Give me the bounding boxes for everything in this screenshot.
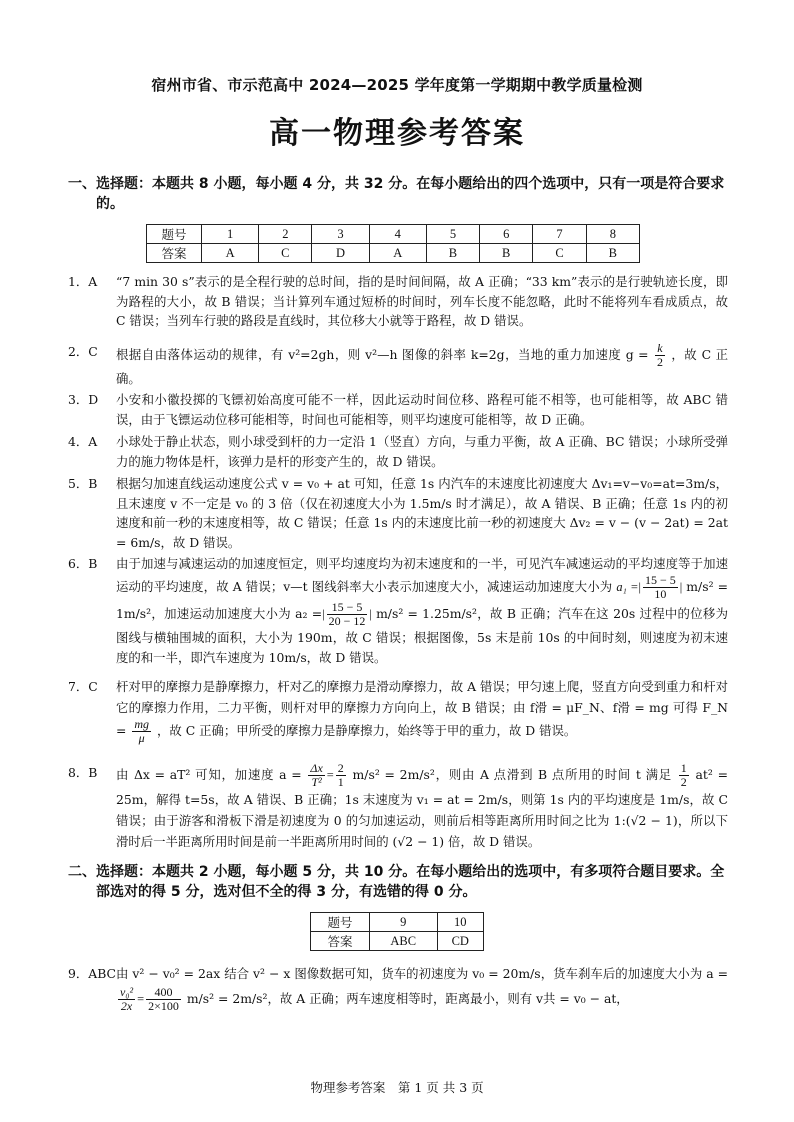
item-text: ，故 C 正确。: [116, 347, 728, 386]
fraction-numerator: 1: [680, 761, 687, 775]
answer-item-3: [68, 390, 728, 429]
section-1-text: 选择题：本题共 8 小题，每小题 4 分，共 32 分。在每小题给出的四个选项中，只有一项是符合要求的。: [96, 176, 725, 212]
item-number: 1．A: [68, 274, 98, 289]
fraction-denominator: 20 − 12: [328, 614, 366, 628]
item-number: 8．B: [68, 765, 98, 780]
answer-item-4: [68, 432, 728, 471]
table-cell: 4: [369, 225, 426, 244]
item-text: ，故 C 正确；甲所受的摩擦力是静摩擦力，始终等于甲的重力，故 D 错误。: [156, 723, 577, 738]
table-cell: B: [586, 244, 639, 263]
item-number: 3．D: [68, 392, 99, 407]
section-2-text: 选择题：本题共 2 小题，每小题 5 分，共 10 分。在每小题给出的选项中，有多项符合题目要求。全部选对的得 5 分，选对但不全的得 3 分，有选错的得 0 分。: [96, 864, 725, 900]
table-header-cell: 答案: [311, 932, 370, 951]
fraction-numerator: 400: [146, 986, 181, 1000]
item-number: 4．A: [68, 434, 98, 449]
table-cell: 9: [370, 913, 438, 932]
item-text: m/s² = 2m/s²，则由 A 点滑到 B 点所用的时间 t 满足: [352, 767, 673, 782]
table-row: [311, 913, 484, 932]
equals-sign: =: [326, 768, 334, 782]
fraction-denominator: μ: [138, 731, 145, 745]
fraction-denominator: 2×100: [148, 999, 179, 1013]
item-number: 6．B: [68, 556, 98, 571]
table-cell: 1: [202, 225, 259, 244]
fraction-numerator: 2: [337, 761, 344, 775]
answer-item-5: [68, 474, 728, 552]
fraction-numerator: k: [655, 342, 665, 356]
item-text: 由 v² − v₀² = 2ax 结合 v² − x 图像数据可知，货车的初速度为 v₀ = 20m/s，货车刹车后的加速度大小为 a =: [116, 966, 728, 981]
table-cell: 10: [437, 913, 483, 932]
fraction: [118, 986, 135, 1013]
item-explanation: 小安和小徽投掷的飞镖初始高度可能不一样，因此运动时间位移、路程可能不相等，也可能相等，故 ABC 错误，由于飞镖运动位移可能相等，时间也可能相等，则平均速度可能相等，故 D 正确。: [116, 392, 728, 427]
item-explanation: [116, 676, 728, 745]
section-2-answer-table: [310, 912, 484, 951]
fraction: [146, 986, 181, 1013]
item-number: 7．C: [68, 679, 98, 694]
table-cell: B: [480, 244, 533, 263]
fraction-denominator: 2: [680, 775, 687, 789]
answer-item-6: [68, 554, 728, 668]
table-cell: 6: [480, 225, 533, 244]
abs-bar-left: |: [638, 580, 641, 594]
fraction: [308, 762, 324, 789]
equals-sign: =: [137, 992, 145, 1006]
table-header-cell: 题号: [147, 225, 202, 244]
abs-bar-left: |: [322, 607, 325, 621]
item-explanation: 根据匀加速直线运动速度公式 v = v₀ + at 可知，任意 1s 内汽车的末速度比初速度大 Δv₁=v−v₀=at=3m/s，且末速度 v 不一定是 v₀ 的 3 倍（仅在初速度大小为 1.5m/s 时才满足），故 A 错误、B 正确；任意 1s 内的初速度和前一秒的末速度相等，故 C 错误；任意 1s 内的末速度比前一秒的初速度大 Δv₂ = v − (v − 2at) = 2at = 6m/s，故 D 错误。: [116, 476, 728, 550]
fraction: [679, 762, 689, 789]
answer-item-9: [68, 962, 728, 1013]
item-explanation: [116, 962, 728, 1013]
table-cell: 8: [586, 225, 639, 244]
table-cell: A: [202, 244, 259, 263]
fraction-numerator: Δx: [310, 761, 323, 775]
fraction: [336, 762, 346, 789]
answer-item-8: [68, 762, 728, 852]
page-footer: 物理参考答案 第 1 页 共 3 页: [310, 1080, 484, 1095]
page-title: 高一物理参考答案: [269, 116, 525, 151]
item-text: m/s² = 1m/s²，加速运动加速度大小为 a₂ =: [116, 579, 728, 621]
answer-item-7: [68, 676, 728, 745]
section-1-number: 一、: [68, 176, 96, 192]
fraction: [132, 718, 151, 745]
item-text: 由于加速与减速运动的加速度恒定，则平均速度均为初末速度和的一半，可见汽车减速运动的平均速度等于加速运动的平均速度，故 A 错误；v—t 图线斜率大小表示加速度大小，减速运动加速度大小为: [116, 556, 728, 594]
fraction-denominator: 10: [654, 587, 667, 601]
table-cell: 5: [426, 225, 479, 244]
item-explanation: [116, 342, 728, 389]
item-text: 由 Δx = aT² 可知，加速度 a =: [116, 767, 302, 782]
table-cell: C: [533, 244, 586, 263]
item-text: 杆对甲的摩擦力是静摩擦力，杆对乙的摩擦力是滑动摩擦力，故 A 错误；甲匀速上爬，竖直方向受到重力和杆对它的摩擦力作用，二力平衡，则杆对甲的摩擦力方向向上，故 B 错误；由 f滑 = μF_N、f滑 = mg 可得 F_N =: [116, 679, 728, 738]
fraction-denominator: T²: [311, 775, 322, 789]
table-cell: ABC: [370, 932, 438, 951]
item-number: 2．C: [68, 344, 98, 359]
item-text: 根据自由落体运动的规律，有 v²=2gh，则 v²—h 图像的斜率 k=2g，当地的重力加速度 g =: [116, 347, 649, 362]
fraction-numerator: v₀²: [120, 985, 134, 999]
item-text: m/s² = 2m/s²，故 A 正确；两车速度相等时，距离最小，则有 v共 = v₀ − at，: [186, 991, 629, 1006]
table-row: [147, 244, 640, 263]
abs-bar-right: |: [679, 580, 683, 594]
item-number: 9．ABC: [68, 966, 117, 981]
table-row: [147, 225, 640, 244]
table-cell: B: [426, 244, 479, 263]
table-row: [311, 932, 484, 951]
item-text: at² = 25m，解得 t=5s，故 A 错误、B 正确；1s 末速度为 v₁ = at = 2m/s，则第 1s 内的平均速度是 1m/s，故 C 错误；由于游客和滑板下滑是初速度为 0 的匀加速运动，则前后相等距离所用时间之比为 1:(√2 − 1)，所以下滑时后一半距离所用时间是前一半距离所用时间的 (√2 − 1) 倍，故 D 错误。: [116, 767, 729, 849]
fraction: [643, 574, 678, 601]
item-explanation: “7 min 30 s”表示的是全程行驶的总时间，指的是时间间隔，故 A 正确；“33 km”表示的是行驶轨迹长度，即为路程的大小，故 B 错误；当计算列车通过短桥的时间时，列车长度不能忽略，此时不能将列车看成质点，故 C 错误；当列车行驶的路段是直线时，其位移大小就等于路程，故 D 错误。: [116, 274, 728, 328]
table-cell: A: [369, 244, 426, 263]
exam-header: 宿州市省、市示范高中 2024—2025 学年度第一学期期中教学质量检测: [151, 76, 643, 94]
item-explanation: [116, 554, 728, 668]
item-explanation: 小球处于静止状态，则小球受到杆的力一定沿 1（竖直）方向，与重力平衡，故 A 正确、BC 错误；小球所受弹力的施力物体是杆，该弹力是杆的形变产生的，故 D 错误。: [116, 434, 728, 469]
item-text: m/s² = 1.25m/s²，故 B 正确；汽车在这 20s 过程中的位移为图线与横轴围城的面积，大小为 190m，故 C 错误；根据图像，5s 末是前 10s 的中间时刻，则速度为初末速度的和一半，即汽车速度为 10m/s，故 D 错误。: [116, 606, 728, 665]
table-cell: D: [312, 244, 369, 263]
section-1-answer-table: [146, 224, 640, 263]
table-cell: 3: [312, 225, 369, 244]
item-explanation: [116, 762, 728, 852]
fraction: [655, 342, 665, 369]
table-header-cell: 答案: [147, 244, 202, 263]
section-1-heading: [68, 174, 736, 214]
fraction-denominator: 2x: [120, 999, 133, 1013]
fraction-denominator: 2: [656, 355, 663, 369]
table-cell: C: [259, 244, 312, 263]
fraction-denominator: 1: [337, 775, 344, 789]
table-header-cell: 题号: [311, 913, 370, 932]
answer-item-2: [68, 342, 728, 389]
table-cell: 7: [533, 225, 586, 244]
fraction-numerator: 15 − 5: [644, 573, 676, 587]
item-text: a₁ =: [616, 580, 639, 594]
table-cell: 2: [259, 225, 312, 244]
fraction-numerator: 15 − 5: [327, 601, 368, 615]
fraction: [327, 601, 368, 628]
item-number: 5．B: [68, 476, 98, 491]
section-2-heading: [68, 862, 736, 902]
table-cell: CD: [437, 932, 483, 951]
section-2-number: 二、: [68, 864, 96, 880]
fraction-numerator: mg: [134, 717, 150, 731]
answer-item-1: [68, 272, 728, 331]
abs-bar-right: |: [369, 607, 372, 621]
